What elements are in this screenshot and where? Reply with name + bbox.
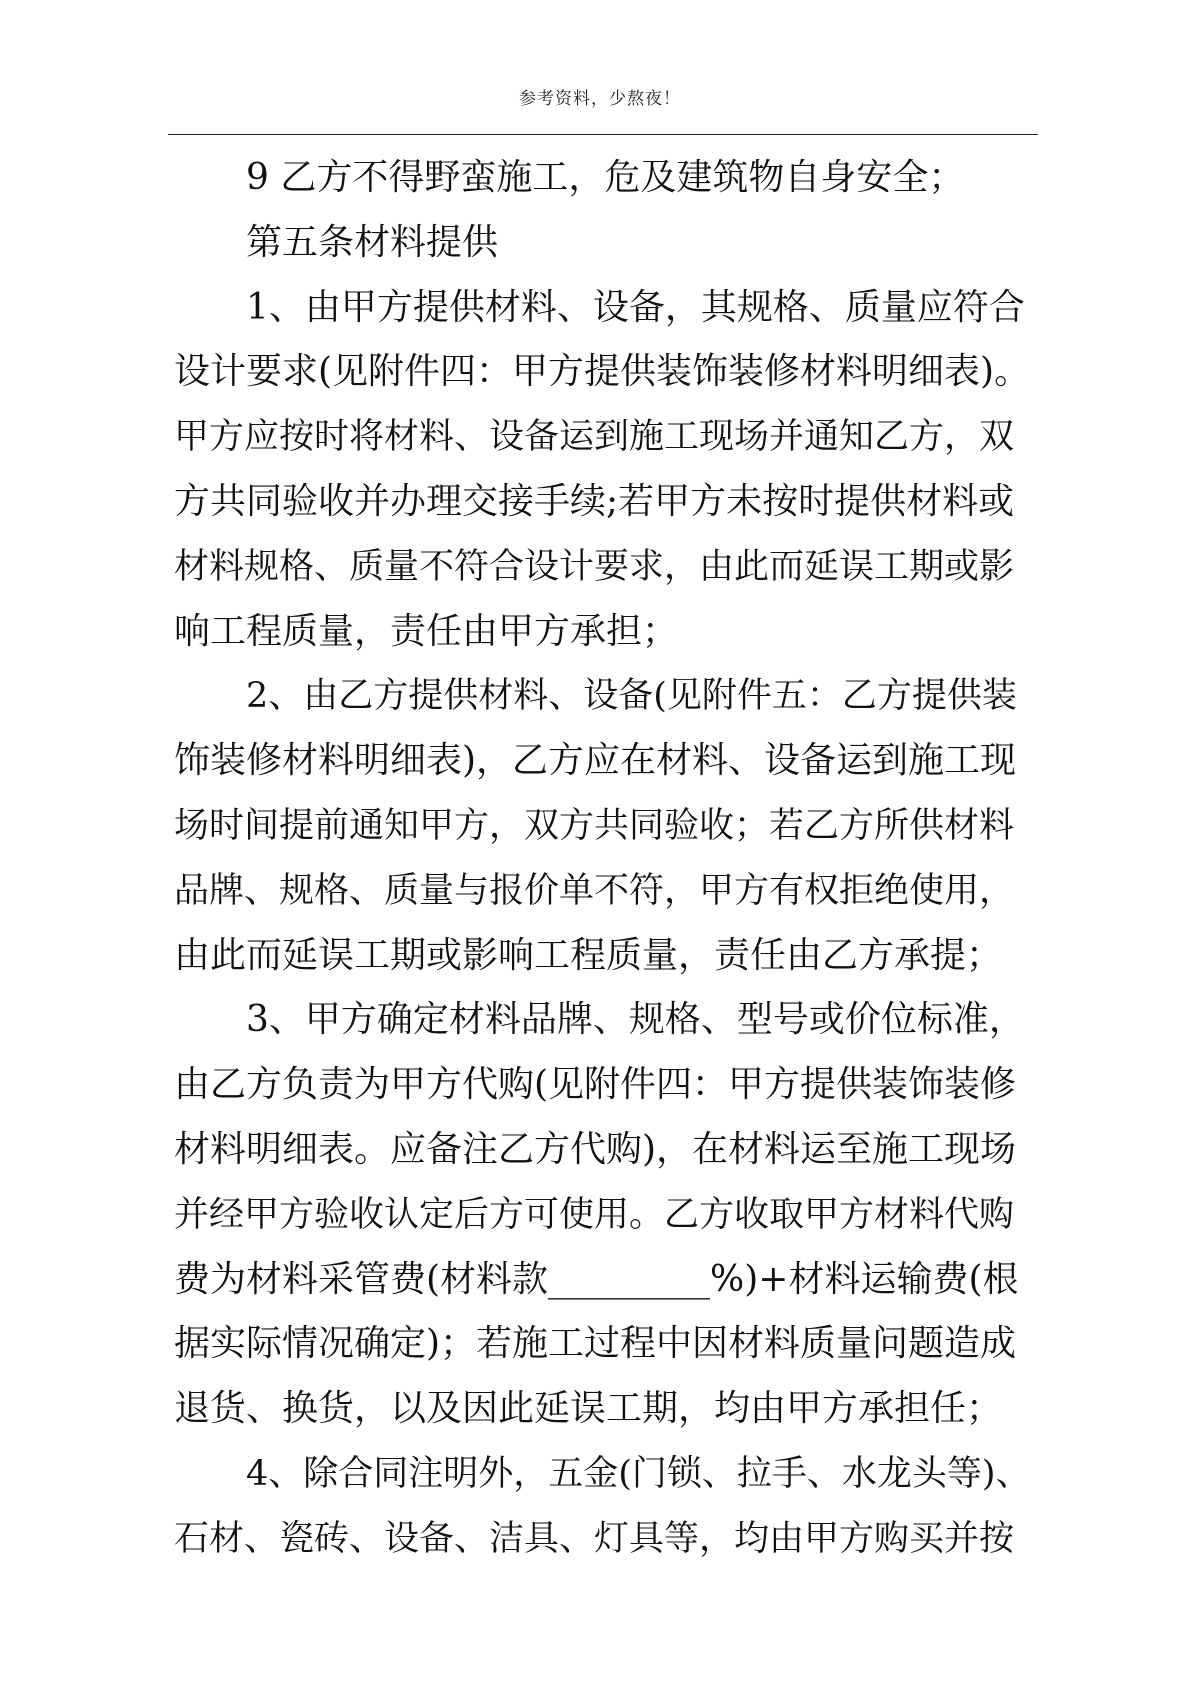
- text-line: 材料规格、质量不符合设计要求，由此而延误工期或影: [174, 546, 1015, 587]
- text-line: 方共同验收并办理交接手续;若甲方未按时提供材料或: [174, 480, 1015, 522]
- text-line: 费为材料采管费(材料款_________%)+材料运输费(根: [174, 1258, 1019, 1300]
- text-line: 2、由乙方提供材料、设备(见附件五：乙方提供装: [246, 676, 1017, 717]
- header-divider: [168, 134, 1038, 135]
- text-line: 1、由甲方提供材料、设备，其规格、质量应符合: [246, 286, 1025, 328]
- text-line: 9 乙方不得野蛮施工，危及建筑物自身安全；: [246, 157, 965, 198]
- text-line: 3、甲方确定材料品牌、规格、型号或价位标准，: [246, 999, 1025, 1041]
- text-line: 品牌、规格、质量与报价单不符，甲方有权拒绝使用，: [174, 870, 1015, 911]
- text-line: 据实际情况确定)；若施工过程中因材料质量问题造成: [174, 1323, 1017, 1365]
- text-line: 石材、瓷砖、设备、洁具、灯具等，均由甲方购买并按: [174, 1518, 1015, 1559]
- text-line: 由此而延误工期或影响工程质量，责任由乙方承提；: [174, 934, 1003, 976]
- page-header: 参考资料，少熬夜！: [519, 89, 681, 109]
- text-line: 并经甲方验收认定后方可使用。乙方收取甲方材料代购: [174, 1194, 1015, 1235]
- text-line: 响工程质量，责任由甲方承担；: [174, 610, 679, 652]
- text-line: 材料明细表。应备注乙方代购)，在材料运至施工现场: [174, 1128, 1017, 1170]
- text-line: 设计要求(见附件四：甲方提供装饰装修材料明细表)。: [174, 351, 1031, 393]
- text-line: 由乙方负责为甲方代购(见附件四：甲方提供装饰装修: [174, 1064, 1017, 1106]
- text-line: 第五条材料提供: [246, 221, 499, 263]
- text-line: 饰装修材料明细表)，乙方应在材料、设备运到施工现: [174, 740, 1017, 782]
- text-line: 甲方应按时将材料、设备运到施工现场并通知乙方，双: [174, 417, 1015, 458]
- text-line: 退货、换货，以及因此延误工期，均由甲方承担任；: [174, 1388, 1003, 1430]
- text-line: 4、除合同注明外，五金(门锁、拉手、水龙头等)、: [246, 1453, 1031, 1494]
- document-body: [174, 146, 1034, 1572]
- text-line: 场时间提前通知甲方，双方共同验收；若乙方所供材料: [174, 805, 1015, 846]
